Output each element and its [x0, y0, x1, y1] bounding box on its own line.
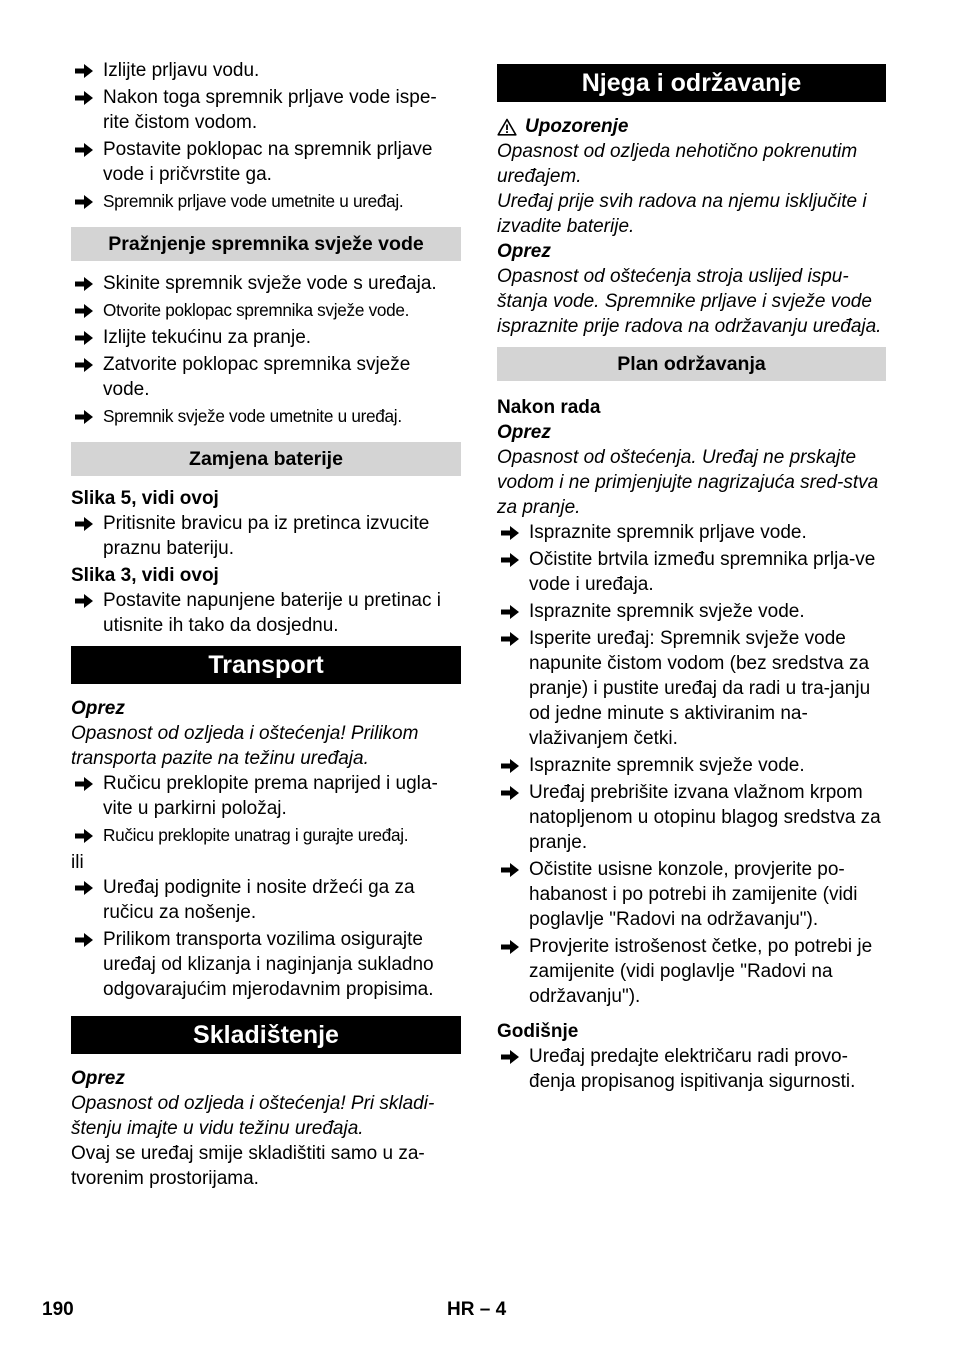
arrow-right-icon — [75, 927, 95, 952]
storage-caution-label: Oprez — [71, 1068, 125, 1089]
warning-text-2: Uređaj prije svih radova na njemu isključite i izvadite baterije. — [497, 191, 867, 237]
arrow-right-icon — [501, 753, 521, 778]
arrow-right-icon — [75, 325, 95, 350]
heading-care-maintenance: Njega i održavanje — [497, 64, 886, 102]
storage-caution-text: Opasnost od ozljeda i oštećenja! Pri skladi-štenju imajte u vidu težinu uređaja. — [71, 1093, 435, 1139]
after-work-heading: Nakon rada — [497, 397, 601, 418]
arrow-right-icon — [75, 352, 95, 377]
heading-maintenance-plan: Plan održavanja — [497, 347, 886, 381]
arrow-right-icon — [501, 1044, 521, 1069]
list-item: Očistite usisne konzole, provjerite po-habanost i po potrebi ih zamijenite (vidi poglavlje "Radovi na održavanju"). — [497, 857, 886, 932]
yearly-heading: Godišnje — [497, 1021, 579, 1042]
arrow-right-icon — [501, 780, 521, 805]
arrow-right-icon — [75, 771, 95, 796]
arrow-right-icon — [75, 189, 95, 214]
page-number: 190 — [42, 1299, 74, 1320]
arrow-right-icon — [501, 934, 521, 959]
list-item: Prilikom transporta vozilima osigurajte uređaj od klizanja i naginjanja sukladno odgovarajućim mjerodavnim propisima. — [71, 927, 461, 1002]
arrow-right-icon — [501, 547, 521, 572]
list-item: Provjerite istrošenost četke, po potrebi je zamijenite (vidi poglavlje "Radovi na održavanju"). — [497, 934, 886, 1009]
plan-caution-label: Oprez — [497, 422, 551, 443]
intro-list — [71, 58, 461, 214]
list-item: Izlijte prljavu vodu. — [71, 58, 461, 83]
list-item: Ručicu preklopite unatrag i gurajte uređaj. — [71, 823, 461, 848]
figure-3-ref: Slika 3, vidi ovoj — [71, 565, 219, 586]
figure-5-ref: Slika 5, vidi ovoj — [71, 488, 219, 509]
arrow-right-icon — [75, 404, 95, 429]
list-item: Uređaj prebrišite izvana vlažnom krpom natopljenom u otopinu blagog sredstva za pranje. — [497, 780, 886, 855]
heading-transport: Transport — [71, 646, 461, 684]
list-item: Zatvorite poklopac spremnika svježe vode. — [71, 352, 461, 402]
arrow-right-icon — [75, 588, 95, 613]
after-work-list — [497, 520, 886, 1009]
heading-fresh-water-emptying: Pražnjenje spremnika svježe vode — [71, 227, 461, 261]
heading-storage: Skladištenje — [71, 1016, 461, 1054]
list-item: Ispraznite spremnik svježe vode. — [497, 599, 886, 624]
arrow-right-icon — [75, 58, 95, 83]
language-page-label: HR – 4 — [447, 1299, 507, 1320]
transport-list-a — [71, 771, 461, 848]
list-item: Pritisnite bravicu pa iz pretinca izvucite praznu bateriju. — [71, 511, 461, 561]
arrow-right-icon — [75, 875, 95, 900]
care-caution-text: Opasnost od oštećenja stroja uslijed ispu-štanja vode. Spremnike prljave i svježe vode ispraznite prije radova na održavanju uređaja. — [497, 266, 882, 337]
heading-battery-replacement: Zamjena baterije — [71, 442, 461, 476]
list-item: Skinite spremnik svježe vode s uređaja. — [71, 271, 461, 296]
fresh-water-list — [71, 271, 461, 429]
left-column — [71, 58, 461, 1191]
warning-triangle-icon — [497, 118, 517, 136]
or-text: ili — [71, 852, 84, 873]
list-item: Otvorite poklopac spremnika svježe vode. — [71, 298, 461, 323]
arrow-right-icon — [75, 85, 95, 110]
list-item: Ispraznite spremnik prljave vode. — [497, 520, 886, 545]
care-caution-label: Oprez — [497, 241, 551, 262]
list-item: Uređaj predajte električaru radi provo-đenja propisanog ispitivanja sigurnosti. — [497, 1044, 886, 1094]
arrow-right-icon — [75, 271, 95, 296]
plan-caution-text: Opasnost od oštećenja. Uređaj ne prskajte vodom i ne primjenjujte nagrizajuća sred-stva za pranje. — [497, 447, 879, 518]
transport-caution-text: Opasnost od ozljeda i oštećenja! Prilikom transporta pazite na težinu uređaja. — [71, 723, 419, 769]
arrow-right-icon — [75, 298, 95, 323]
list-item: Izlijte tekućinu za pranje. — [71, 325, 461, 350]
arrow-right-icon — [501, 626, 521, 651]
list-item: Postavite napunjene baterije u pretinac i utisnite ih tako da dosjednu. — [71, 588, 461, 638]
right-column — [497, 64, 886, 1096]
arrow-right-icon — [75, 137, 95, 162]
transport-caution-label: Oprez — [71, 698, 125, 719]
transport-list-b — [71, 875, 461, 1002]
storage-body: Ovaj se uređaj smije skladištiti samo u za-tvorenim prostorijama. — [71, 1143, 425, 1189]
arrow-right-icon — [501, 857, 521, 882]
list-item: Uređaj podignite i nosite držeći ga za ručicu za nošenje. — [71, 875, 461, 925]
warning-text-1: Opasnost od ozljeda nehotično pokrenutim uređajem. — [497, 141, 858, 187]
list-item: Očistite brtvila između spremnika prlja-ve vode i uređaja. — [497, 547, 886, 597]
list-item: Nakon toga spremnik prljave vode ispe-rite čistom vodom. — [71, 85, 461, 135]
list-item: Isperite uređaj: Spremnik svježe vode napunite čistom vodom (bez sredstva za pranje) i pustite uređaj da radi u tra-janju od jedne minute s aktiviranim na-vlaživanjem četki. — [497, 626, 886, 751]
arrow-right-icon — [501, 599, 521, 624]
arrow-right-icon — [75, 823, 95, 848]
list-item: Ručicu preklopite prema naprijed i ugla-vite u parkirni položaj. — [71, 771, 461, 821]
arrow-right-icon — [75, 511, 95, 536]
list-item: Postavite poklopac na spremnik prljave vode i pričvrstite ga. — [71, 137, 461, 187]
arrow-right-icon — [501, 520, 521, 545]
list-item: Ispraznite spremnik svježe vode. — [497, 753, 886, 778]
list-item: Spremnik prljave vode umetnite u uređaj. — [71, 189, 461, 214]
list-item: Spremnik svježe vode umetnite u uređaj. — [71, 404, 461, 429]
warning-label: Upozorenje — [497, 114, 886, 139]
